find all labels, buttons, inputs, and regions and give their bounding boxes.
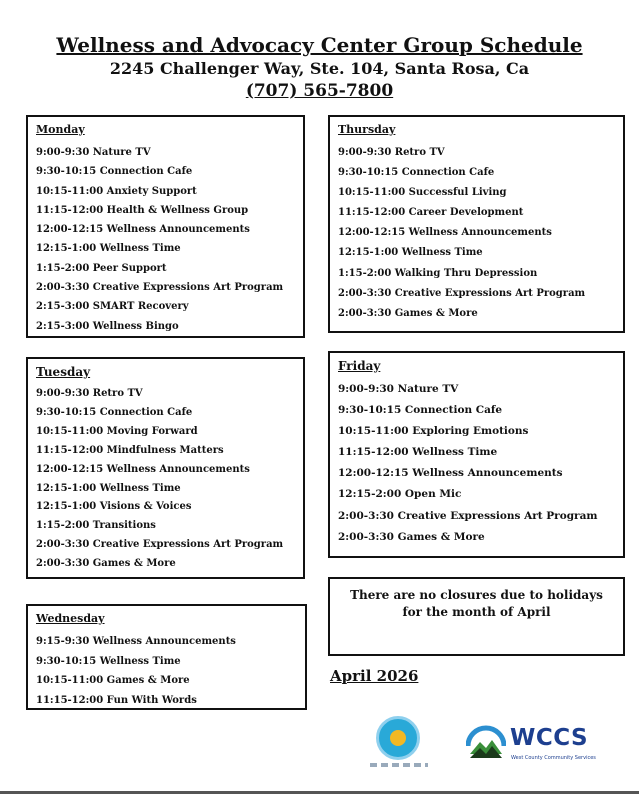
schedule-item: 10:15-11:00 Moving Forward xyxy=(36,425,198,437)
schedule-item: 11:15-12:00 Career Development xyxy=(338,207,524,219)
schedule-item: 1:15-2:00 Peer Support xyxy=(36,262,167,274)
schedule-item: 11:15-12:00 Fun With Words xyxy=(36,694,197,706)
schedule-item: 9:00-9:30 Nature TV xyxy=(338,383,459,395)
schedule-item: 12:15-1:00 Wellness Time xyxy=(36,243,181,255)
day-heading-friday: Friday xyxy=(338,359,381,373)
schedule-item: 12:00-12:15 Wellness Announcements xyxy=(36,224,250,236)
schedule-item: 11:15-12:00 Health & Wellness Group xyxy=(36,204,249,216)
wccs-logo-name: WCCS xyxy=(510,725,589,751)
phone-number: (707) 565-7800 xyxy=(245,81,394,101)
schedule-item: 1:15-2:00 Walking Thru Depression xyxy=(338,267,538,279)
county-seal-logo-icon xyxy=(376,716,420,760)
schedule-item: 2:15-3:00 Wellness Bingo xyxy=(36,320,179,332)
schedule-item: 12:00-12:15 Wellness Announcements xyxy=(36,463,250,475)
schedule-item: 9:30-10:15 Connection Cafe xyxy=(36,406,193,418)
schedule-item: 9:00-9:30 Retro TV xyxy=(338,147,445,158)
schedule-item: 2:00-3:30 Creative Expressions Art Program xyxy=(338,509,598,522)
schedule-item: 9:30-10:15 Wellness Time xyxy=(36,655,181,667)
schedule-item: 2:00-3:30 Creative Expressions Art Program xyxy=(338,287,586,299)
page-title: Wellness and Advocacy Center Group Schedule xyxy=(56,33,583,57)
schedule-item: 10:15-11:00 Games & More xyxy=(36,675,190,686)
schedule-item: 9:00-9:30 Nature TV xyxy=(36,147,151,158)
schedule-item: 10:15-11:00 Successful Living xyxy=(338,187,507,199)
thursday-schedule-box xyxy=(328,115,625,333)
schedule-item: 1:15-2:00 Transitions xyxy=(36,520,156,532)
holiday-notice-text: There are no closures due to holidays for the month of April xyxy=(350,588,603,619)
schedule-item: 2:15-3:00 SMART Recovery xyxy=(36,301,189,313)
schedule-item: 12:00-12:15 Wellness Announcements xyxy=(338,467,563,480)
schedule-item: 11:15-12:00 Mindfulness Matters xyxy=(36,444,224,456)
schedule-item: 2:00-3:30 Games & More xyxy=(36,558,176,570)
schedule-item: 9:30-10:15 Connection Cafe xyxy=(36,166,193,178)
schedule-item: 9:15-9:30 Wellness Announcements xyxy=(36,636,236,647)
schedule-item: 10:15-11:00 Exploring Emotions xyxy=(338,425,529,438)
schedule-item: 9:00-9:30 Retro TV xyxy=(36,388,143,399)
address: 2245 Challenger Way, Ste. 104, Santa Rosa, Ca xyxy=(109,59,530,78)
day-heading-tuesday: Tuesday xyxy=(36,365,91,379)
schedule-item: 12:15-2:00 Open Mic xyxy=(338,488,462,501)
tuesday-schedule-box xyxy=(26,357,305,579)
day-heading-monday: Monday xyxy=(36,123,85,136)
schedule-item: 2:00-3:30 Games & More xyxy=(338,530,485,543)
schedule-item: 2:00-3:30 Games & More xyxy=(338,307,478,319)
schedule-item: 11:15-12:00 Wellness Time xyxy=(338,446,498,459)
schedule-item: 2:00-3:30 Creative Expressions Art Program xyxy=(36,539,284,551)
friday-schedule-box xyxy=(328,351,625,558)
schedule-item: 9:30-10:15 Connection Cafe xyxy=(338,404,503,417)
wccs-logo xyxy=(466,724,596,764)
schedule-item: 12:15-1:00 Visions & Voices xyxy=(36,501,192,513)
schedule-item: 2:00-3:30 Creative Expressions Art Program xyxy=(36,282,284,294)
monday-schedule-box xyxy=(26,115,305,338)
month-label: April 2026 xyxy=(330,667,419,685)
schedule-item: 9:30-10:15 Connection Cafe xyxy=(338,167,495,179)
seal-caption-decoration xyxy=(370,763,428,767)
wednesday-schedule-box xyxy=(26,604,307,710)
schedule-item: 10:15-11:00 Anxiety Support xyxy=(36,185,197,197)
schedule-item: 12:15-1:00 Wellness Time xyxy=(338,247,483,259)
day-heading-wednesday: Wednesday xyxy=(36,612,105,625)
wccs-mountain-logo-icon xyxy=(466,724,506,760)
wccs-logo-tagline: West County Community Services xyxy=(511,755,596,761)
holiday-notice-box xyxy=(328,577,625,656)
schedule-item: 12:15-1:00 Wellness Time xyxy=(36,482,181,494)
schedule-item: 12:00-12:15 Wellness Announcements xyxy=(338,227,552,239)
day-heading-thursday: Thursday xyxy=(338,123,396,136)
seal-center-emblem xyxy=(390,730,406,746)
document-header xyxy=(0,32,639,102)
